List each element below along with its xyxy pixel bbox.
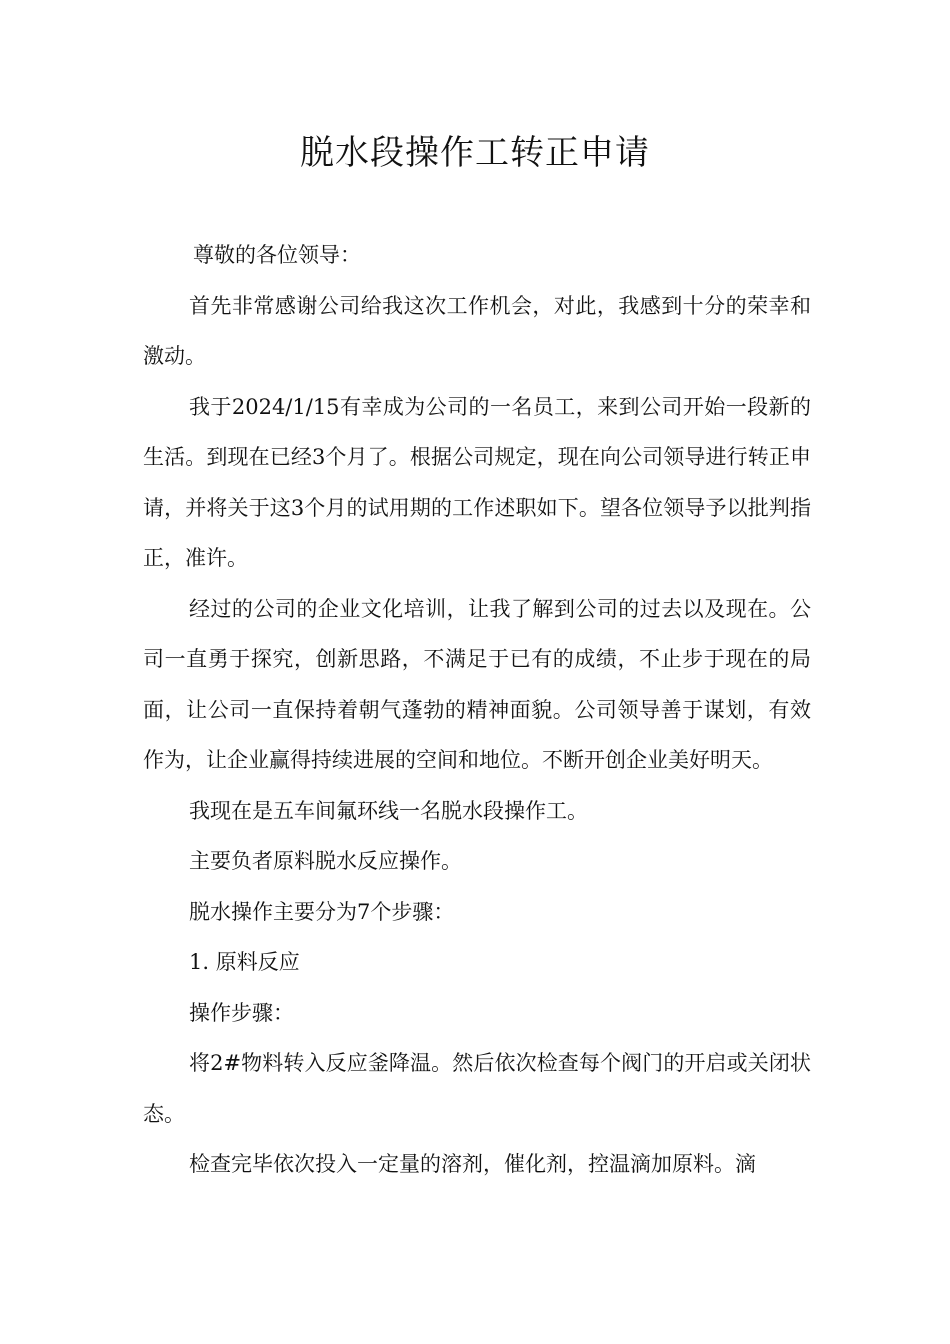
body-paragraph: 脱水操作主要分为7个步骤： <box>189 899 455 924</box>
document-title: 脱水段操作工转正申请 <box>300 133 650 173</box>
document-body <box>143 230 811 1190</box>
greeting-paragraph: 尊敬的各位领导： <box>193 243 361 267</box>
numbered-heading: 1. 原料反应 <box>189 950 300 974</box>
body-paragraph: 经过的公司的企业文化培训，让我了解到公司的过去以及现在。公司一直勇于探究，创新思路，不满足于已有的成绩，不止步于现在的局面，让公司一直保持着朝气蓬勃的精神面貌。公司领导善于谋划，有效作为，让企业赢得持续进展的空间和地位。不断开创企业美好明天。 <box>143 596 811 772</box>
body-paragraph: 将2#物料转入反应釜降温。然后依次检查每个阀门的开启或关闭状态。 <box>143 1051 811 1126</box>
body-paragraph: 我现在是五车间氟环线一名脱水段操作工。 <box>189 798 588 823</box>
body-paragraph: 我于2024/1/15有幸成为公司的一名员工，来到公司开始一段新的生活。到现在已经3个月了。根据公司规定，现在向公司领导进行转正申请，并将关于这3个月的试用期的工作述职如下。望各位领导予以批判指正，准许。 <box>143 394 811 570</box>
body-paragraph: 首先非常感谢公司给我这次工作机会，对此，我感到十分的荣幸和激动。 <box>143 293 811 368</box>
body-paragraph: 主要负者原料脱水反应操作。 <box>189 849 462 873</box>
body-paragraph: 检查完毕依次投入一定量的溶剂，催化剂，控温滴加原料。滴 <box>189 1152 756 1176</box>
body-paragraph: 操作步骤： <box>189 1000 294 1025</box>
